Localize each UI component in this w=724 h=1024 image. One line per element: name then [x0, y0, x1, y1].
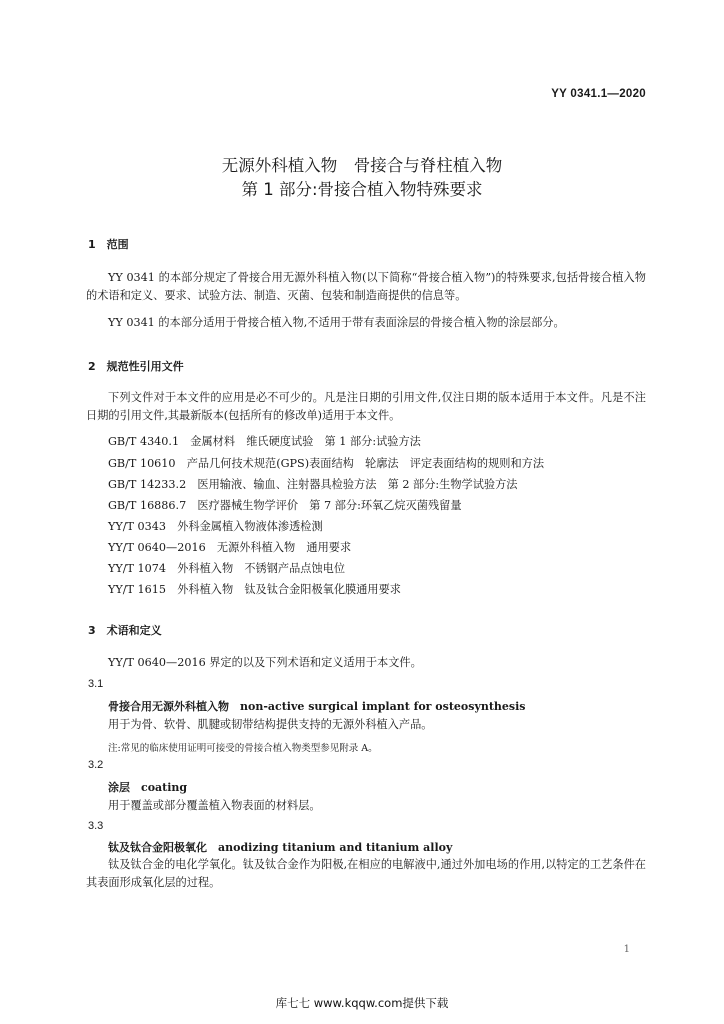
term-note: 注:常见的临床使用证明可接受的骨接合植入物类型参见附录 A。 — [108, 743, 378, 754]
term-en: coating — [141, 781, 188, 794]
reference-item: GB/T 10610 产品几何技术规范(GPS)表面结构 轮廓法 评定表面结构的规则和方法 — [108, 457, 545, 470]
document-title-line1: 无源外科植入物 骨接合与脊柱植入物 — [221, 156, 503, 175]
term-number: 3.2 — [88, 759, 104, 771]
download-footer: 库七七 www.kqqw.com提供下载 — [275, 996, 449, 1010]
term-en: anodizing titanium and titanium alloy — [218, 841, 453, 854]
term-title — [108, 779, 187, 795]
term-number: 3.3 — [88, 820, 104, 832]
term-title — [108, 839, 452, 855]
reference-item: YY/T 0640—2016 无源外科植入物 通用要求 — [108, 541, 352, 554]
term-en: non-active surgical implant for osteosynthesis — [240, 700, 526, 713]
reference-item: GB/T 14233.2 医用输液、输血、注射器具检验方法 第 2 部分:生物学试验方法 — [108, 478, 518, 491]
term-definition: 用于为骨、软骨、肌腱或韧带结构提供支持的无源外科植入产品。 — [108, 718, 433, 731]
reference-item: YY/T 1615 外科植入物 钛及钛合金阳极氧化膜通用要求 — [108, 583, 401, 596]
standard-number: YY 0341.1—2020 — [551, 88, 646, 100]
document-title-line2: 第 1 部分:骨接合植入物特殊要求 — [241, 180, 483, 199]
section1-paragraph1: YY 0341 的本部分规定了骨接合用无源外科植入物(以下简称“骨接合植入物”)的特殊要求,包括骨接合植入物的术语和定义、要求、试验方法、制造、灭菌、包装和制造商提供的信息等。 — [86, 271, 646, 302]
section1-paragraph2: YY 0341 的本部分适用于骨接合植入物,不适用于带有表面涂层的骨接合植入物的涂层部分。 — [108, 316, 565, 329]
reference-item: GB/T 16886.7 医疗器械生物学评价 第 7 部分:环氧乙烷灭菌残留量 — [108, 499, 462, 512]
page-number: 1 — [623, 944, 630, 955]
reference-item: YY/T 1074 外科植入物 不锈钢产品点蚀电位 — [108, 562, 346, 575]
term-definition: 用于覆盖或部分覆盖植入物表面的材料层。 — [108, 799, 321, 812]
reference-item: YY/T 0343 外科金属植入物液体渗透检测 — [108, 520, 323, 533]
term-number: 3.1 — [88, 678, 104, 690]
section1-heading: 1 范围 — [88, 238, 129, 251]
term-cn: 涂层 — [108, 781, 130, 794]
term-cn: 骨接合用无源外科植入物 — [108, 700, 229, 713]
section2-paragraph: 下列文件对于本文件的应用是必不可少的。凡是注日期的引用文件,仅注日期的版本适用于本文件。凡是不注日期的引用文件,其最新版本(包括所有的修改单)适用于本文件。 — [86, 391, 646, 422]
section2-heading: 2 规范性引用文件 — [88, 360, 184, 373]
reference-item: GB/T 4340.1 金属材料 维氏硬度试验 第 1 部分:试验方法 — [108, 435, 421, 448]
term-cn: 钛及钛合金阳极氧化 — [108, 841, 207, 854]
term-title — [108, 698, 525, 714]
section3-heading: 3 术语和定义 — [88, 624, 162, 637]
term-definition: 钛及钛合金的电化学氧化。钛及钛合金作为阳极,在相应的电解液中,通过外加电场的作用,以特定的工艺条件在其表面形成氧化层的过程。 — [86, 858, 646, 889]
section3-intro: YY/T 0640—2016 界定的以及下列术语和定义适用于本文件。 — [108, 656, 422, 669]
